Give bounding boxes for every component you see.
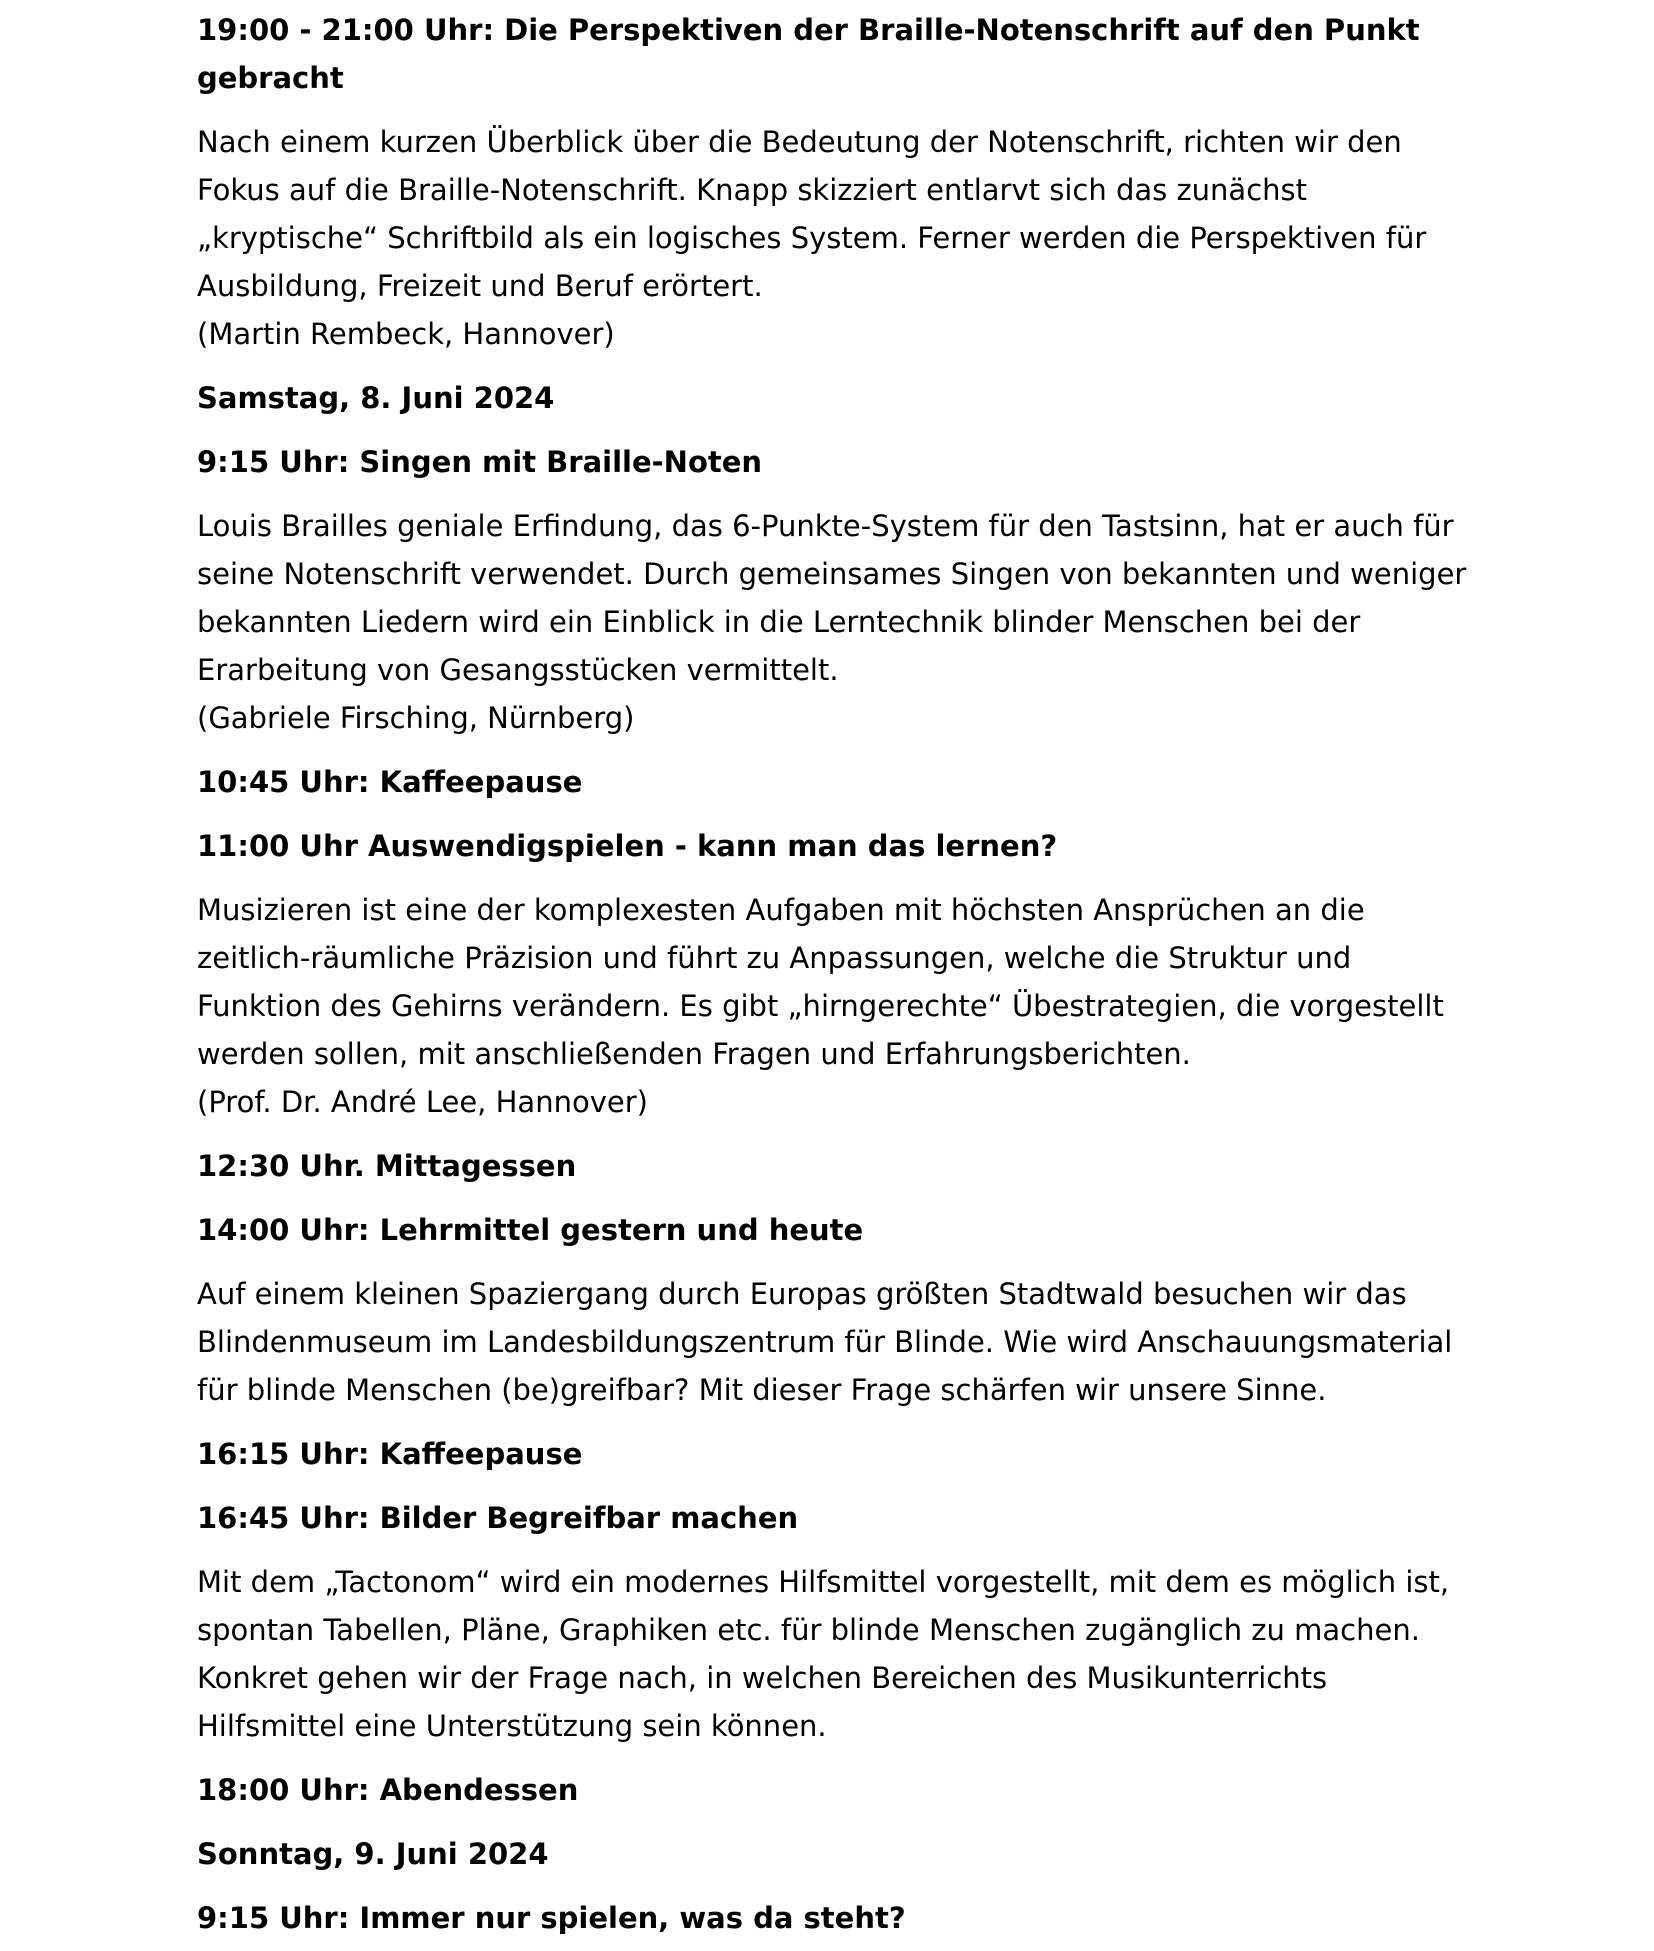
text-line: 11:00 Uhr Auswendigspielen - kann man das lernen? xyxy=(197,829,1058,863)
block-gap xyxy=(197,358,1517,374)
text-line: 10:45 Uhr: Kaffeepause xyxy=(197,765,583,799)
text-line: 12:30 Uhr. Mittagessen xyxy=(197,1149,577,1183)
block-gap xyxy=(197,1814,1517,1830)
block-gap xyxy=(197,742,1517,758)
text-line: „kryptische“ Schriftbild als ein logisches System. Ferner werden die Perspektiven für xyxy=(197,221,1427,255)
section-heading xyxy=(197,374,1517,422)
body-paragraph xyxy=(197,886,1517,1126)
section-heading xyxy=(197,1830,1517,1878)
section-heading xyxy=(197,1206,1517,1254)
text-line: Samstag, 8. Juni 2024 xyxy=(197,381,555,415)
text-line: gebracht xyxy=(197,61,344,95)
block-gap xyxy=(197,1414,1517,1430)
text-line: bekannten Liedern wird ein Einblick in die Lerntechnik blinder Menschen bei der xyxy=(197,605,1361,639)
text-line: Hilfsmittel eine Unterstützung sein können. xyxy=(197,1709,827,1743)
text-line: Funktion des Gehirns verändern. Es gibt „hirngerechte“ Übestrategien, die vorgestellt xyxy=(197,989,1444,1023)
text-line: 18:00 Uhr: Abendessen xyxy=(197,1773,579,1807)
text-line: Ausbildung, Freizeit und Beruf erörtert. xyxy=(197,269,763,303)
block-gap xyxy=(197,806,1517,822)
section-heading xyxy=(197,1142,1517,1190)
text-line: 16:45 Uhr: Bilder Begreifbar machen xyxy=(197,1501,799,1535)
block-gap xyxy=(197,1878,1517,1894)
text-line: werden sollen, mit anschließenden Fragen und Erfahrungsberichten. xyxy=(197,1037,1191,1071)
text-line: Musizieren ist eine der komplexesten Aufgaben mit höchsten Ansprüchen an die xyxy=(197,893,1365,927)
block-gap xyxy=(197,422,1517,438)
text-line: Mit dem „Tactonom“ wird ein modernes Hilfsmittel vorgestellt, mit dem es möglich ist, xyxy=(197,1565,1450,1599)
section-heading xyxy=(197,6,1517,102)
text-line: 19:00 - 21:00 Uhr: Die Perspektiven der Braille-Notenschrift auf den Punkt xyxy=(197,13,1420,47)
text-line: seine Notenschrift verwendet. Durch gemeinsames Singen von bekannten und weniger xyxy=(197,557,1467,591)
block-gap xyxy=(197,1254,1517,1270)
section-heading xyxy=(197,1494,1517,1542)
document-page xyxy=(197,0,1517,1942)
text-line: zeitlich-räumliche Präzision und führt zu Anpassungen, welche die Struktur und xyxy=(197,941,1352,975)
body-paragraph xyxy=(197,502,1517,742)
text-line: 16:15 Uhr: Kaffeepause xyxy=(197,1437,583,1471)
block-gap xyxy=(197,102,1517,118)
block-gap xyxy=(197,1478,1517,1494)
text-line: 14:00 Uhr: Lehrmittel gestern und heute xyxy=(197,1213,864,1247)
text-line: für blinde Menschen (be)greifbar? Mit dieser Frage schärfen wir unsere Sinne. xyxy=(197,1373,1327,1407)
section-heading xyxy=(197,1430,1517,1478)
section-heading xyxy=(197,822,1517,870)
text-line: 9:15 Uhr: Immer nur spielen, was da steht? xyxy=(197,1901,906,1935)
section-heading xyxy=(197,1894,1517,1942)
text-line: Blindenmuseum im Landesbildungszentrum für Blinde. Wie wird Anschauungsmaterial xyxy=(197,1325,1453,1359)
block-gap xyxy=(197,1750,1517,1766)
block-gap xyxy=(197,486,1517,502)
text-line: Erarbeitung von Gesangsstücken vermittelt. xyxy=(197,653,839,687)
body-paragraph xyxy=(197,118,1517,358)
body-paragraph xyxy=(197,1558,1517,1750)
text-line: (Martin Rembeck, Hannover) xyxy=(197,317,615,351)
text-line: 9:15 Uhr: Singen mit Braille-Noten xyxy=(197,445,763,479)
text-line: Konkret gehen wir der Frage nach, in welchen Bereichen des Musikunterrichts xyxy=(197,1661,1328,1695)
text-line: Auf einem kleinen Spaziergang durch Europas größten Stadtwald besuchen wir das xyxy=(197,1277,1407,1311)
text-line: (Prof. Dr. André Lee, Hannover) xyxy=(197,1085,648,1119)
text-line: Sonntag, 9. Juni 2024 xyxy=(197,1837,549,1871)
section-heading xyxy=(197,438,1517,486)
block-gap xyxy=(197,870,1517,886)
text-line: (Gabriele Firsching, Nürnberg) xyxy=(197,701,635,735)
text-line: spontan Tabellen, Pläne, Graphiken etc. für blinde Menschen zugänglich zu machen. xyxy=(197,1613,1420,1647)
text-line: Fokus auf die Braille-Notenschrift. Knapp skizziert entlarvt sich das zunächst xyxy=(197,173,1308,207)
section-heading xyxy=(197,1766,1517,1814)
text-line: Louis Brailles geniale Erfindung, das 6-Punkte-System für den Tastsinn, hat er auch für xyxy=(197,509,1454,543)
block-gap xyxy=(197,1190,1517,1206)
text-line: Nach einem kurzen Überblick über die Bedeutung der Notenschrift, richten wir den xyxy=(197,125,1402,159)
section-heading xyxy=(197,758,1517,806)
block-gap xyxy=(197,1126,1517,1142)
block-gap xyxy=(197,1542,1517,1558)
body-paragraph xyxy=(197,1270,1517,1414)
